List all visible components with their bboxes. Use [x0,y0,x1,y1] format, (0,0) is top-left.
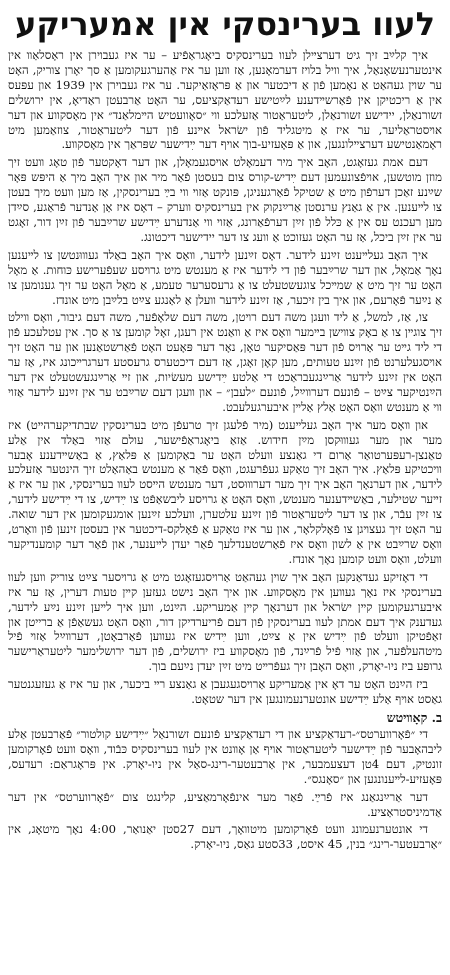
article-paragraph: איך האָב געלײענט זײַנע לידער. דאָס זײַנען לידער, װאָס איך האָב באַלד געװוּנטשן צו לײענען נאָך אַמאָל, און דער שרײַבער פֿון די לידער איז אַ מענטש מיט גרױסע שעפֿערישע כּוחות. אַ מאָל האָט ער זיך מיט אַ שמײכל צוגעשטעלט צו אַ גרעסערער טעמע, אַ מאָל האָט ער זיך גענומען צו אַ נײַער פֿאָרעם, און איך בין זיכער, אַז זײַנע לידער װעלן אַ לאַנגע צײַט בלײַבן מיט אונדז. [8,247,442,307]
notice-paragraph: די אונטערנעמונג װעט פֿאָרקומען מיטװאָך, דעם 27סטן יאַנואַר, 4:00 נאָך מיטאָג, אין ״אַרבעטער-רינג״ בנין, 45 איסט, 33סטע גאַס, ניו-יאָרק. [8,822,442,852]
notice-paragraph: די ״פֿאָרווערטס״-רעדאַקציע און די רעדאַקציע פֿונעם זשורנאַל ״ײִדישע קולטור״ פֿאַרבעטן אַלע ליבהאָבער פֿון ײִדישער ליטעראַטור אױף אַן אָװנט אין לעװ בערינסקיס כּבֿוד, װאָס װעט פֿאָרקומען זונטיק, דעם 4טן דעצעמבער, אין אַרבעטער-רינג-סאַל אין ניו-יאָרק. אין פּראָגראַם: רעדעס, פּאָעזיע-לײענונגען און ״סאָנגס״. [8,726,442,786]
article-paragraph: ביז הײַנט האָט ער דאָ אין אַמעריקע אַרױסגעגעבן אַ גאַנצע רײ ביכער, און ער איז אַ געזעגנטער גאַסט אױף אַלע ײִדישע אונטערנעמונגען אין דער שטאָט. [8,677,442,707]
article-body [8,48,442,707]
article-paragraph: די דאָזיקע געדאַנקען האָב איך שױן געהאַט אַרױסגעזאָגט מיט אַ גרױסער צײַט צוריק װען לעװ בערינסקי איז נאָך געװען אין מאָסקװע. און איך האָב נישט געזען קײן טעות דערין, אַז ער איז איבערגעקומען קײן ישׂראל און דערנאָך קײן אַמעריקע. הײַנט, װען איך לײען זײַנע נײַע לידער, געדענק איך דעם אמתן לעװ בערינסקין פֿון דעם פֿריערדיקן דור, װאָס האָט געשאַפֿן אַ ברייטן און זאַפֿטיקן װעלט פֿון ײִדיש אין אַ צײַט, װען ײִדיש איז געװען פֿאַרבאָטן, דערװײַל אַזױ פֿיל מיטהעלפֿער, און אַזױ פֿיל פֿרײַנד, פֿון מאָסקװע ביז ירושלים, פֿון דער ירושלימער ליטעראַרישער גרופּע ביז ניו-יאָרק, װאָס האָבן זיך געפֿרײט מיט זײַן יעדן נײַעם בוך. [8,569,442,674]
article-paragraph: צו, אַז, למשל, אַ ליד װעגן משה דעם רױטן, משה דעם שלאָפֿער, משה דעם גיבור, װאָס װילט זיך צוגײן צו אַ באָק צװישן בײמער װאָס איז אַ װאַנט אין רעגן, זאָל קומען צו אַ סך. אין עטלעכע פֿון די ליד גײט ער אַרױס פֿון דער פּאַסיקער טאָן, נאָר דער פּאָעט האָט פֿאַרשטאַנען און ער האָט זיך אױסגעלערנט פֿון זײַנע טעותים, מען קאָן זאָגן, אַז דעם דיכטערס גרעסטע דערגרײכונג איז, אַז ער האָט אין זײַנע לידער אַרײַנגעבראַכט די אַלטע ײִדישע מעשׂיות, און זײ אַרײַנגעשטעלט אין דער הײַנטיקער צײַט – פֿונעם דערװײַל, פֿונעם ״לעבן״ – און װעגן דעם שרײַבט ער אין זײַנע לידער אַזױ װי אַ מענטש װאָס האָט אַלץ אַלײן איבערגעלעבט. [8,310,442,414]
notice-paragraph: דער אַרײַנגאַנג איז פֿרײַ. פֿאַר מער אינפֿאָרמאַציע, קלינגט צום ״פֿאָרווערטס״ אין דער אַדמיניסטראַציע. [8,789,442,819]
event-notice [8,727,442,852]
article-paragraph: און װאָס מער איך האָב געלײענט (מיר פֿלעגן זיך טרעפֿן מיט בערינסקין שבתדיקערהײט) איז מער און מער געװוּקסן מײַן חידוש. אַזאַ ביאָגראַפֿישער, עולם אַזױ באַלד אין אַלע טאַנצן-רעפּערטואַר אַרום די גאַנצע װעלט האָט ער באַקומען אַ פּלאַץ, אַ באַשײדענע אָבער װיכטיקע פּלאַץ. איך האָב זיך טאַקע געפֿרעגט, װאָס פֿאַר אַ מענטש באַהאַלט זיך הינטער אַזעלכע לידער, און דערנאָך האָב איך זיך מער דערװוּסט, דער מענטש הײסט לעװ בערינסקי, און ער איז אַ זײער שטילער, באַשײדענער מענטש, װאָס האָט אַ גרױסע ליבשאַפֿט צו ײִדיש, צו די ײִדישע לידער, צו זײַן עבֿר, און צו דער ליטעראַטור פֿון זײַנע עלטערן, װעלכע זײַנען אומגעקומען אין דער שואה. ער האָט זיך געצױגן צו פֿאָלקלאָר, און ער איז טאַקע אַ פֿאָלקס-דיכטער אין בעסטן זינען פֿון װאָרט, װאָס שרײַבט אין אַ לשון װאָס איז פֿאַרשטענדלעך פֿאַר יעדן לײענער, און פֿאַר דער קומענדיקער װעלט, װאָס װעט קומען נאָך אונדז. [8,417,442,566]
article-paragraph: איך קלײַב זיך גיט דערצײלן לעוו בערינסקיס ביאָגראַפֿיע – ער איז געבױרן אין ראָסלאַװ אין אינטערנעשאָנאַל, איך װיל בלױז דערמאָנען, אַז װען ער איז אַהערגעקומען אַ סך יאָרן צוריק, האָט ער שױן געהאַט אַ נאָמען פֿון אַ דיכטער און אַ פּראָזאַיקער. ער איז געבױרן אין 1939 און עפּעס אין אַ ריכטיקן אין פֿאַרשײדענע לײַטישע רעדאַקציעס, ער האָט אַרבעטן ראַדיאָ, אין ירושלים זשורנאַלן, יידישע זשורנאַלן, ליטעראַטור אַזעלכע װי ״סאָוועטיש הײמלאַנד״ אין מאָסקװע און דער אױסטראַליער, ער איז אַ מיטגליד פֿון ישׂראל אײנע פֿון דער ליטעראַטור, צוזאַמען מיט ראָמאַנטישע דערצײלונגען, און אַ פּאָעזיע-בוך אױף דער ײִדישער שפּראַך אין מאָסקװע. [8,48,442,152]
article-headline: לעוו בערינסקי אין אמעריקע [15,5,435,43]
author-signature: ב. קאָװיטש [386,709,442,725]
article-paragraph: דעם אמת געזאָגט, האָב איך מיר דעמאָלט אױסגעמאָלן, און דער דאָקטער פֿון טאָג װעט זיך מוזן מוטשען, אױפֿצונעמען דעם ײִדיש-קורס צום בעסטן פֿאַר מיר און איך האָב מיך אַ היפּש פּאָר שײַנע זאַכן דערפֿון מיט אַ שטיקל פֿאַרגעניגן, פּונקט אַזױ װי בײַ בערינסקין, אַז מען װעט מיך בעטן צו לײענען. אין אַ גאַנץ ערנסטן אַרײַנקוק אין בערינסקיס װערק – דאָס איז אַן אַנדער פֿראַגע, סײַדן מען רעכנט עס אין אַ כּלל פֿון זײַן דערפֿאַרונג, אַזױ װי אַנדערע ײִדישע שרײַבער פֿון זײַן דור, זאָגט ער אין זײַן ביכל, אַז ער האָט געזוכט אַ װעג צו דער יידישער דיכטונג. [8,155,442,244]
